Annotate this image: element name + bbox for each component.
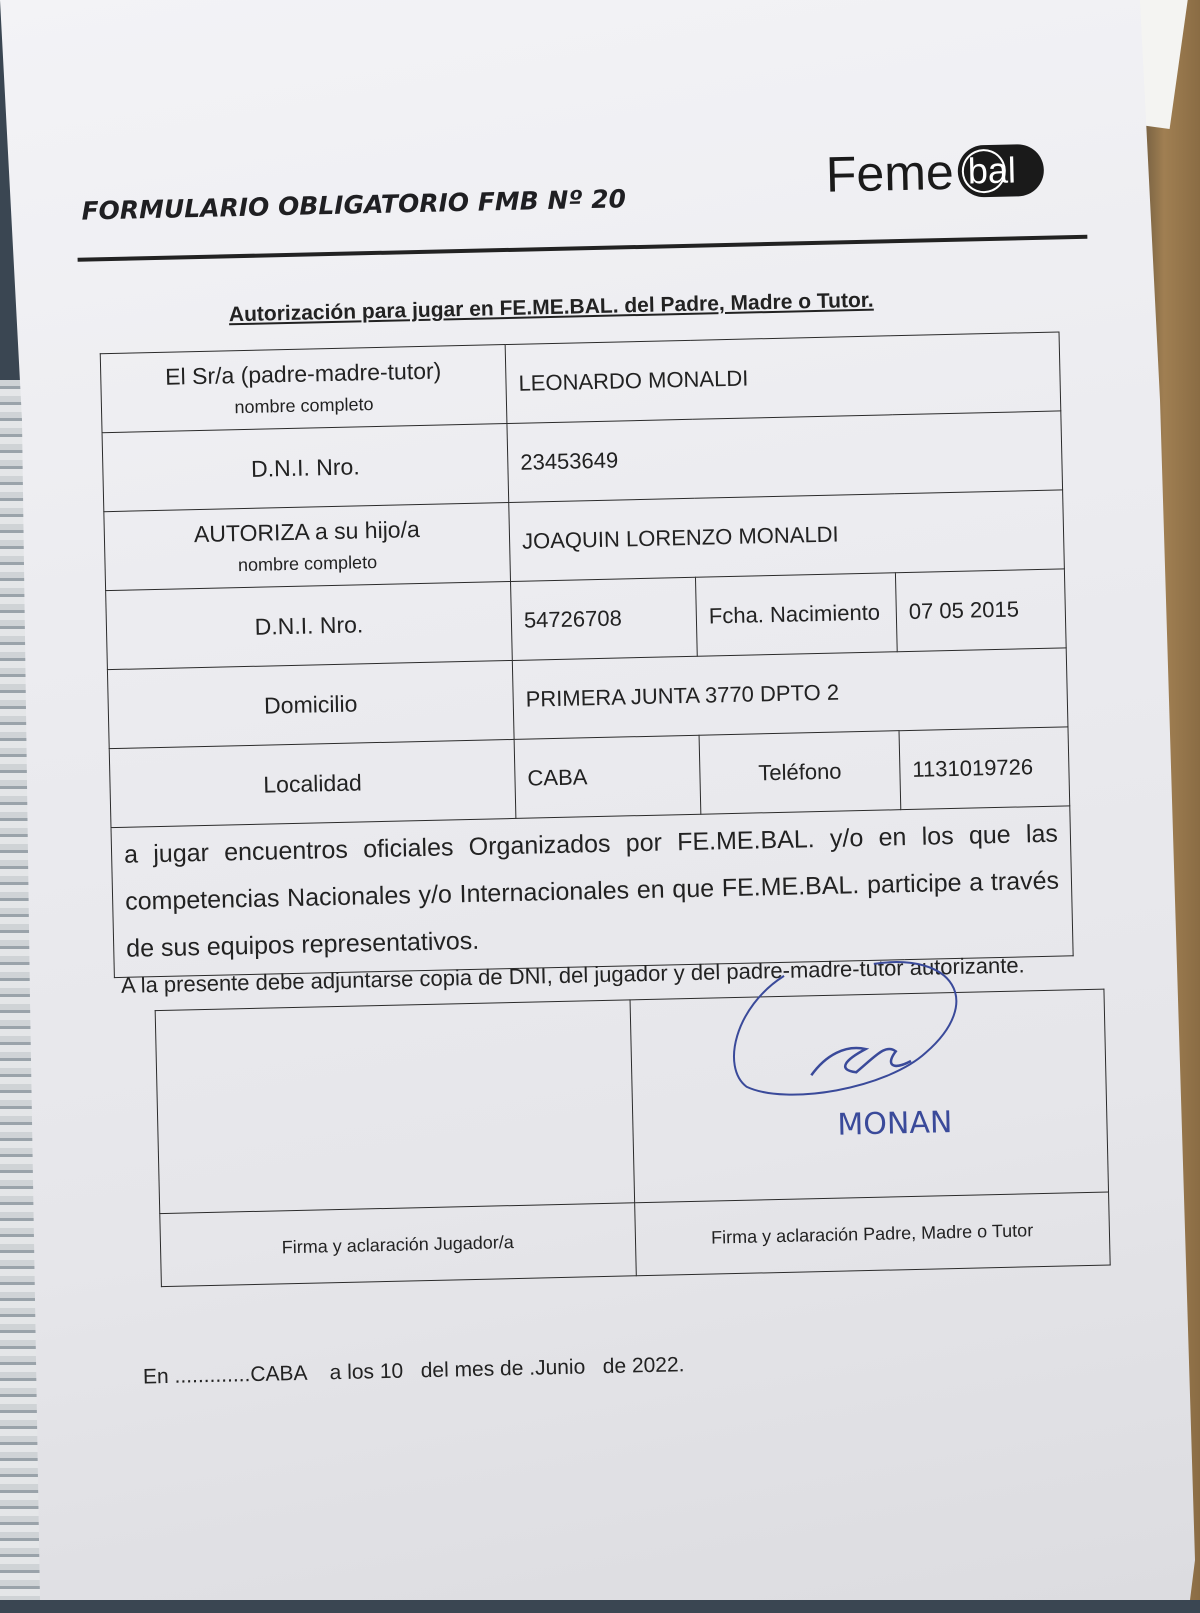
- parent-dni-field: 23453649: [507, 411, 1063, 503]
- child-dni-label: D.N.I. Nro.: [106, 581, 513, 669]
- header-rule: [78, 235, 1088, 262]
- phone-label: Teléfono: [699, 731, 901, 815]
- child-label-cell: [104, 502, 511, 590]
- document-title: Autorización para jugar en FE.ME.BAL. del Padre, Madre o Tutor.: [228, 288, 874, 327]
- authorization-text: a jugar encuentros oficiales Organizados por FE.ME.BAL. y/o en los que las competencias Nacionales y/o Internacionales en que FE.ME.BAL. participe a través de sus equipos representativos.: [111, 806, 1073, 978]
- parent-label-cell: [100, 345, 507, 433]
- attachment-note: A la presente debe adjuntarse copia de DNI, del jugador y del padre-madre-tutor autorizante.: [120, 952, 1025, 998]
- place-and-date: En .............CABA a los 10 del mes de .Junio de 2022.: [142, 1353, 685, 1389]
- parent-dni-label: D.N.I. Nro.: [102, 424, 509, 512]
- birth-date-field: 07 05 2015: [895, 569, 1066, 652]
- birth-date-label: Fcha. Nacimiento: [695, 573, 897, 657]
- child-dni-field: 54726708: [511, 577, 698, 660]
- locality-field: CABA: [514, 735, 701, 818]
- svg-text:bal: bal: [967, 149, 1017, 192]
- parent-handwritten-signature: [723, 941, 988, 1167]
- child-label: AUTORIZA a su hijo/a: [193, 516, 421, 548]
- parent-name-field: LEONARDO MONALDI: [505, 332, 1061, 424]
- player-signature-area: [155, 1000, 634, 1214]
- child-name-field: JOAQUIN LORENZO MONALDI: [509, 490, 1065, 582]
- femebal-logo: [825, 138, 1106, 204]
- authorization-form-table: [100, 331, 1074, 978]
- address-field: PRIMERA JUNTA 3770 DPTO 2: [512, 648, 1068, 740]
- logo-ball-icon: [957, 144, 1044, 198]
- form-code: FORMULARIO OBLIGATORIO FMB Nº 20: [81, 184, 627, 226]
- signature-text: MONAN: [837, 1105, 953, 1143]
- phone-field: 1131019726: [899, 727, 1070, 810]
- logo-text: Feme: [825, 143, 955, 203]
- parent-label: El Sr/a (padre-madre-tutor): [164, 357, 442, 390]
- player-signature-caption: Firma y aclaración Jugador/a: [160, 1203, 636, 1287]
- locality-label: Localidad: [109, 739, 516, 827]
- parent-sublabel: nombre completo: [234, 394, 374, 418]
- child-sublabel: nombre completo: [237, 551, 378, 576]
- address-label: Domicilio: [107, 660, 514, 748]
- parent-signature-caption: Firma y aclaración Padre, Madre o Tutor: [634, 1192, 1110, 1276]
